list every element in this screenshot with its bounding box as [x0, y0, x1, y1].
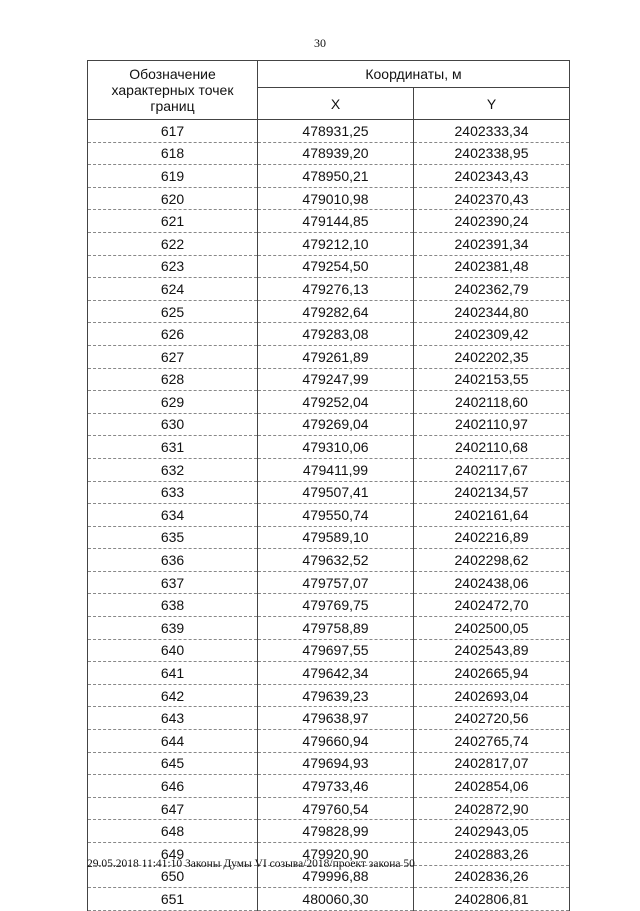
y-cell: 2402309,42	[414, 323, 570, 346]
y-cell: 2402665,94	[414, 662, 570, 685]
point-cell: 635	[88, 526, 258, 549]
point-cell: 626	[88, 323, 258, 346]
point-cell: 638	[88, 594, 258, 617]
x-cell: 479828,99	[258, 820, 414, 843]
point-cell: 647	[88, 797, 258, 820]
y-cell: 2402836,26	[414, 865, 570, 888]
table-row	[88, 888, 570, 911]
x-cell: 479411,99	[258, 458, 414, 481]
point-cell: 644	[88, 730, 258, 753]
y-cell: 2402500,05	[414, 617, 570, 640]
y-cell: 2402110,97	[414, 413, 570, 436]
x-cell: 479254,50	[258, 255, 414, 278]
y-cell: 2402134,57	[414, 481, 570, 504]
table-row	[88, 413, 570, 436]
x-cell: 479550,74	[258, 504, 414, 527]
x-cell: 479697,55	[258, 639, 414, 662]
point-cell: 628	[88, 368, 258, 391]
x-cell: 478950,21	[258, 165, 414, 188]
table-row	[88, 232, 570, 255]
designation-header-line1: Обозначение	[129, 65, 216, 82]
table-row	[88, 187, 570, 210]
x-cell: 479642,34	[258, 662, 414, 685]
y-cell: 2402472,70	[414, 594, 570, 617]
table-header	[88, 61, 570, 120]
table-row	[88, 752, 570, 775]
y-cell: 2402153,55	[414, 368, 570, 391]
x-cell: 479010,98	[258, 187, 414, 210]
y-cell: 2402390,24	[414, 210, 570, 233]
y-cell: 2402872,90	[414, 797, 570, 820]
table-row	[88, 549, 570, 572]
point-cell: 627	[88, 345, 258, 368]
point-cell: 637	[88, 571, 258, 594]
x-cell: 479639,23	[258, 684, 414, 707]
point-cell: 620	[88, 187, 258, 210]
table-row	[88, 594, 570, 617]
point-cell: 623	[88, 255, 258, 278]
designation-header	[88, 61, 258, 120]
page-number: 30	[314, 36, 326, 50]
table-row	[88, 820, 570, 843]
y-cell: 2402344,80	[414, 300, 570, 323]
y-cell: 2402338,95	[414, 142, 570, 165]
y-cell: 2402117,67	[414, 458, 570, 481]
point-cell: 648	[88, 820, 258, 843]
point-cell: 636	[88, 549, 258, 572]
x-cell: 478939,20	[258, 142, 414, 165]
x-cell: 479144,85	[258, 210, 414, 233]
x-cell: 479769,75	[258, 594, 414, 617]
table-row	[88, 368, 570, 391]
x-cell: 479920,90	[258, 843, 414, 866]
footer-stamp: 29.05.2018 11:41:10 Законы Думы VI созыва/2018/проект закона 50	[87, 858, 415, 870]
x-cell: 479758,89	[258, 617, 414, 640]
table-row	[88, 120, 570, 143]
x-cell: 479283,08	[258, 323, 414, 346]
y-cell: 2402693,04	[414, 684, 570, 707]
y-cell: 2402943,05	[414, 820, 570, 843]
y-cell: 2402161,64	[414, 504, 570, 527]
y-cell: 2402854,06	[414, 775, 570, 798]
coordinates-header: Координаты, м	[258, 61, 570, 88]
table-row	[88, 617, 570, 640]
table-row	[88, 797, 570, 820]
x-cell: 479632,52	[258, 549, 414, 572]
table-row	[88, 436, 570, 459]
y-cell: 2402202,35	[414, 345, 570, 368]
y-cell: 2402806,81	[414, 888, 570, 911]
x-cell: 479247,99	[258, 368, 414, 391]
table-row	[88, 571, 570, 594]
table-row	[88, 323, 570, 346]
table-row	[88, 210, 570, 233]
table-row	[88, 481, 570, 504]
x-cell: 479276,13	[258, 278, 414, 301]
point-cell: 640	[88, 639, 258, 662]
point-cell: 631	[88, 436, 258, 459]
table-row	[88, 707, 570, 730]
point-cell: 634	[88, 504, 258, 527]
point-cell: 629	[88, 391, 258, 414]
point-cell: 632	[88, 458, 258, 481]
y-cell: 2402543,89	[414, 639, 570, 662]
x-cell: 479261,89	[258, 345, 414, 368]
table-row	[88, 639, 570, 662]
x-cell: 479660,94	[258, 730, 414, 753]
table-row	[88, 458, 570, 481]
x-cell: 479212,10	[258, 232, 414, 255]
table-row	[88, 391, 570, 414]
designation-header-line2: характерных точек	[111, 81, 234, 98]
y-cell: 2402216,89	[414, 526, 570, 549]
table-row	[88, 142, 570, 165]
y-cell: 2402883,26	[414, 843, 570, 866]
point-cell: 642	[88, 684, 258, 707]
x-cell: 479310,06	[258, 436, 414, 459]
point-cell: 617	[88, 120, 258, 143]
table-row	[88, 526, 570, 549]
table-row	[88, 300, 570, 323]
point-cell: 633	[88, 481, 258, 504]
x-cell: 479282,64	[258, 300, 414, 323]
table-row	[88, 684, 570, 707]
table-row	[88, 662, 570, 685]
table-row	[88, 165, 570, 188]
point-cell: 619	[88, 165, 258, 188]
coordinates-table	[87, 60, 570, 911]
y-cell: 2402343,43	[414, 165, 570, 188]
x-cell: 479733,46	[258, 775, 414, 798]
point-cell: 649	[88, 843, 258, 866]
point-cell: 651	[88, 888, 258, 911]
point-cell: 641	[88, 662, 258, 685]
table-row	[88, 730, 570, 753]
y-cell: 2402298,62	[414, 549, 570, 572]
y-cell: 2402110,68	[414, 436, 570, 459]
y-cell: 2402118,60	[414, 391, 570, 414]
table-row	[88, 504, 570, 527]
x-column-header: X	[258, 88, 414, 120]
y-cell: 2402370,43	[414, 187, 570, 210]
y-cell: 2402391,34	[414, 232, 570, 255]
table-row	[88, 345, 570, 368]
x-cell: 479252,04	[258, 391, 414, 414]
x-cell: 479507,41	[258, 481, 414, 504]
x-cell: 479760,54	[258, 797, 414, 820]
designation-header-line3: границ	[150, 98, 195, 115]
point-cell: 639	[88, 617, 258, 640]
y-cell: 2402765,74	[414, 730, 570, 753]
y-cell: 2402817,07	[414, 752, 570, 775]
x-cell: 479996,88	[258, 865, 414, 888]
point-cell: 643	[88, 707, 258, 730]
point-cell: 650	[88, 865, 258, 888]
x-cell: 479694,93	[258, 752, 414, 775]
x-cell: 478931,25	[258, 120, 414, 143]
x-cell: 479757,07	[258, 571, 414, 594]
table-row	[88, 278, 570, 301]
y-column-header: Y	[414, 88, 570, 120]
table-row	[88, 775, 570, 798]
table-body	[88, 120, 570, 911]
point-cell: 630	[88, 413, 258, 436]
table-row	[88, 255, 570, 278]
y-cell: 2402381,48	[414, 255, 570, 278]
x-cell: 480060,30	[258, 888, 414, 911]
x-cell: 479269,04	[258, 413, 414, 436]
y-cell: 2402438,06	[414, 571, 570, 594]
point-cell: 621	[88, 210, 258, 233]
point-cell: 625	[88, 300, 258, 323]
x-cell: 479589,10	[258, 526, 414, 549]
y-cell: 2402362,79	[414, 278, 570, 301]
y-cell: 2402720,56	[414, 707, 570, 730]
y-cell: 2402333,34	[414, 120, 570, 143]
point-cell: 618	[88, 142, 258, 165]
x-cell: 479638,97	[258, 707, 414, 730]
point-cell: 624	[88, 278, 258, 301]
point-cell: 646	[88, 775, 258, 798]
point-cell: 622	[88, 232, 258, 255]
point-cell: 645	[88, 752, 258, 775]
